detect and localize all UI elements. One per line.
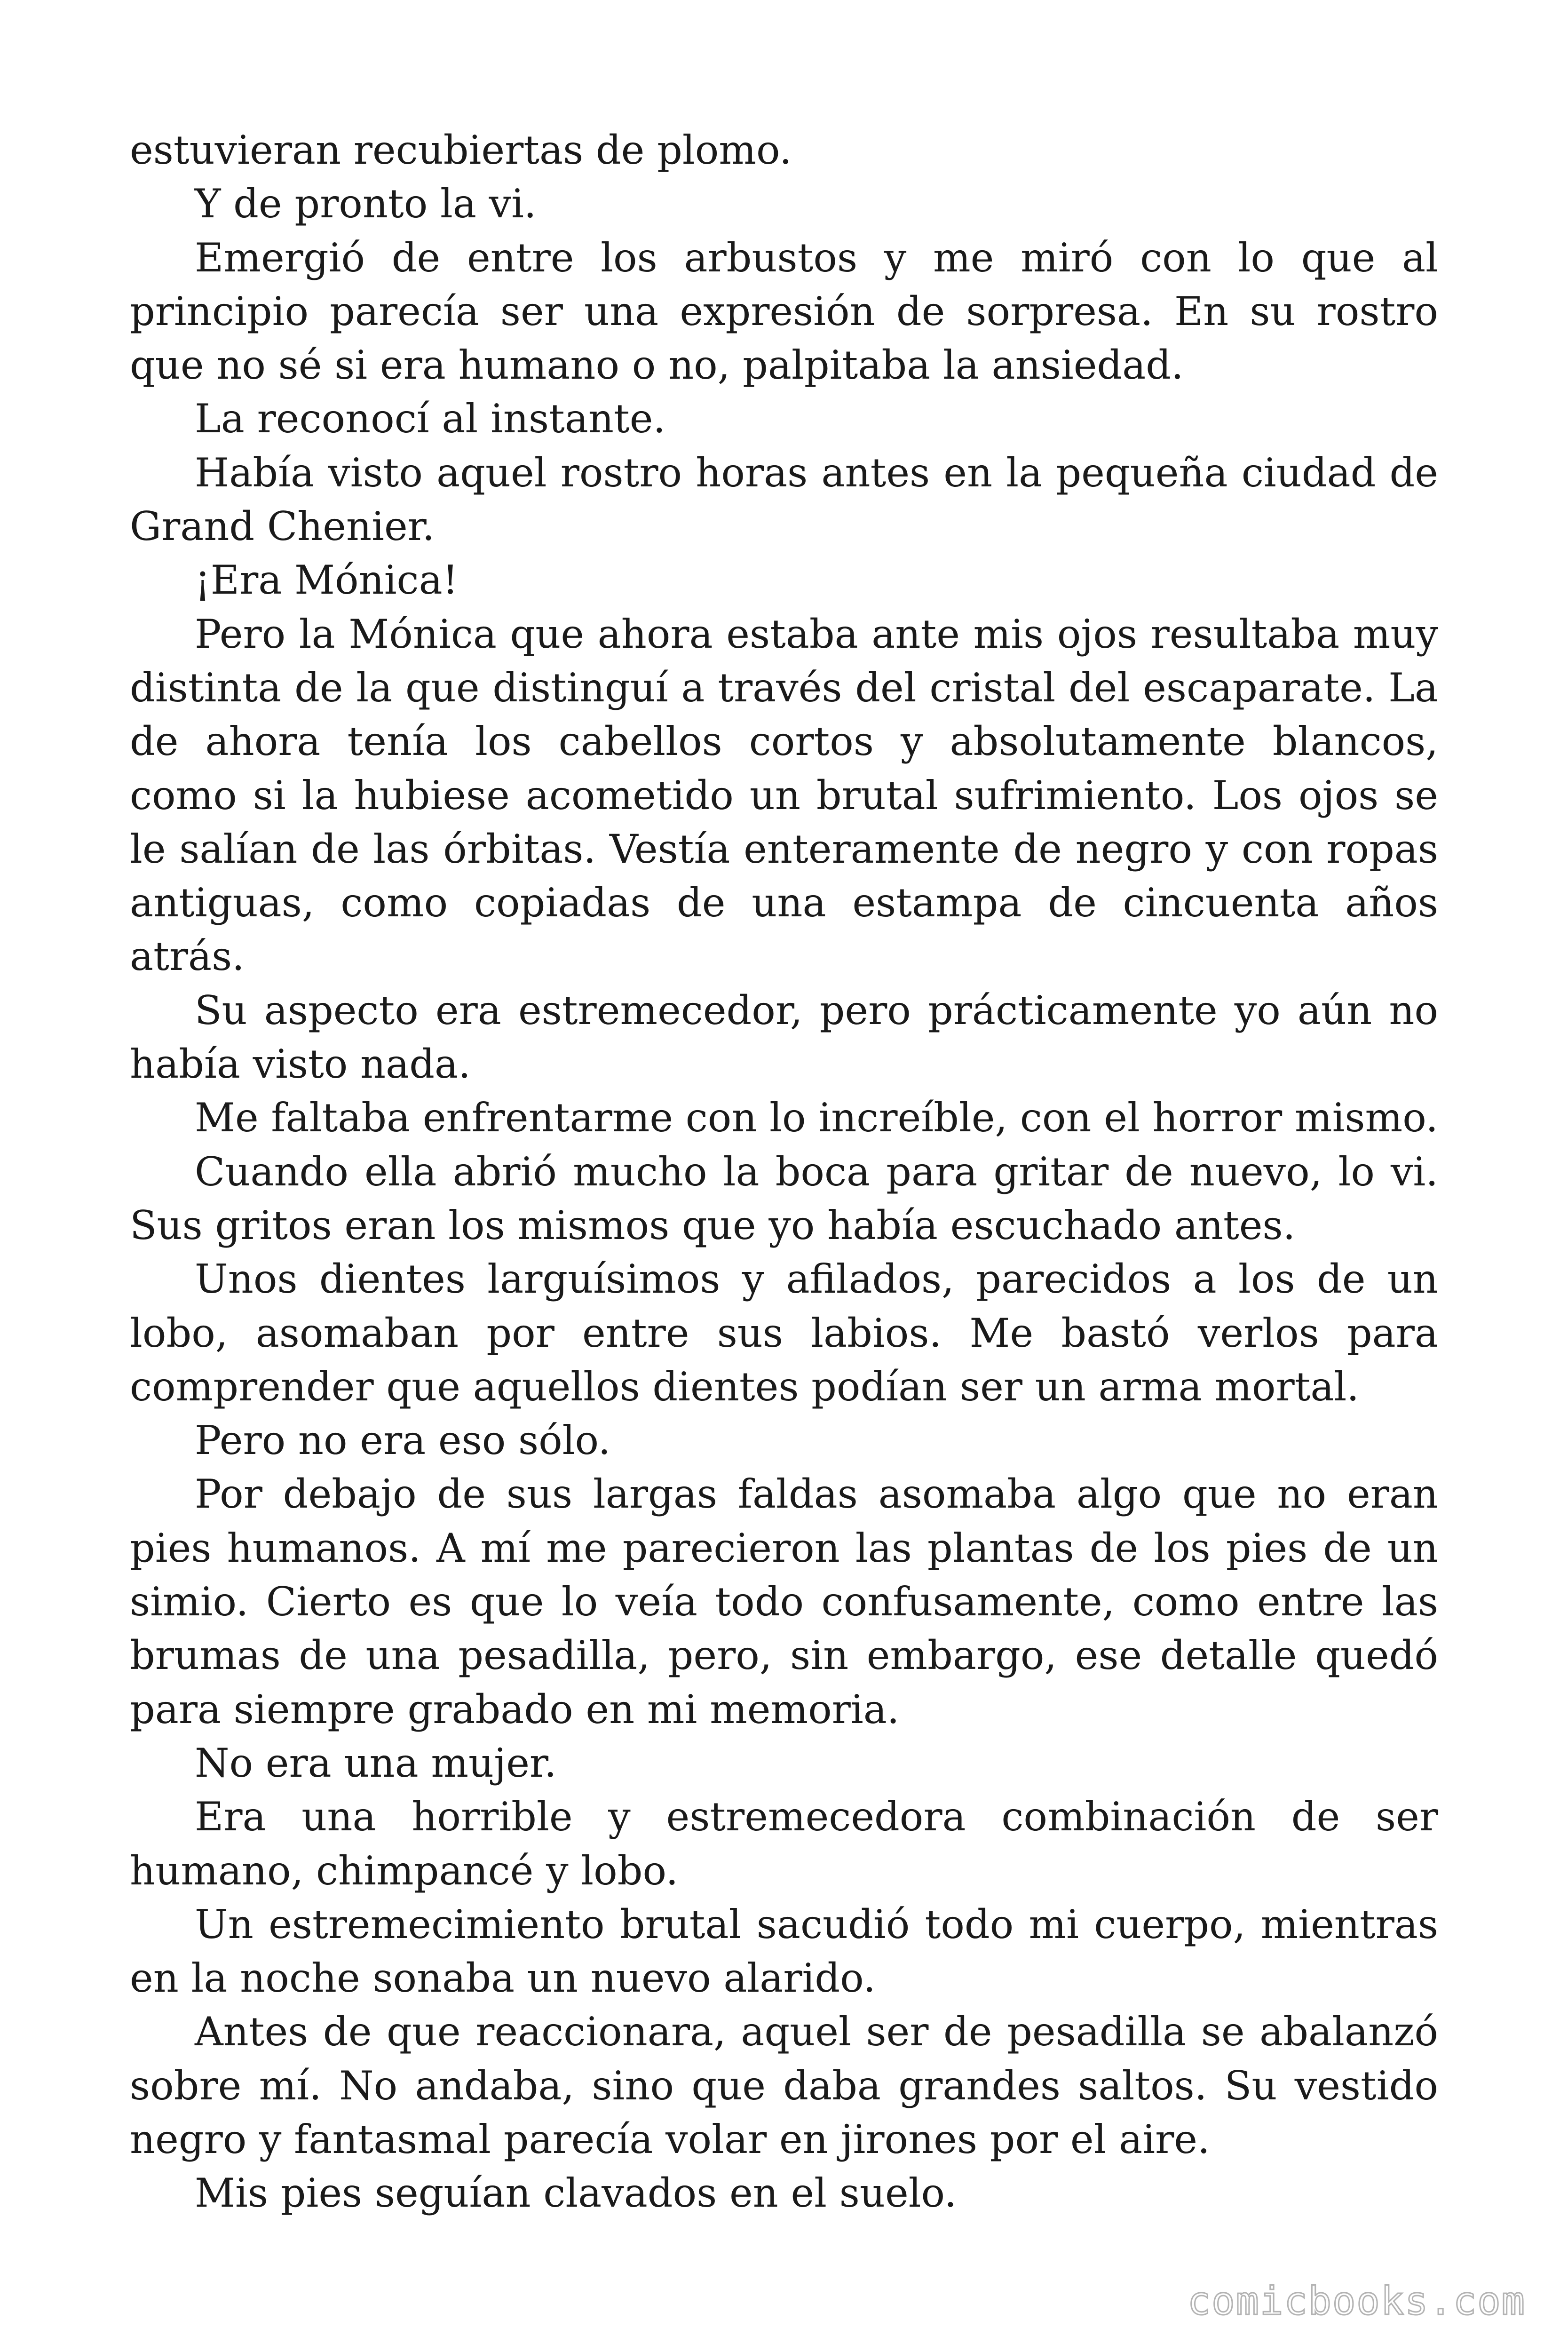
paragraph-10: Cuando ella abrió mucho la boca para gritar de nuevo, lo vi. Sus gritos eran los mismos que yo había escuchado antes. [130, 1148, 1438, 1248]
paragraph-14: No era una mujer. [195, 1740, 557, 1786]
paragraph-1: estuvieran recubiertas de plomo. [130, 127, 792, 173]
watermark: comicbooks.com [1187, 2279, 1526, 2324]
paragraph-8: Su aspecto era estremecedor, pero prácticamente yo aún no había visto nada. [130, 987, 1438, 1088]
paragraph-5: Había visto aquel rostro horas antes en la pequeña ciudad de Grand Chenier. [130, 449, 1438, 550]
paragraph-7: Pero la Mónica que ahora estaba ante mis ojos resultaba muy distinta de la que distinguí a través del cristal del escaparate. La de ahora tenía los cabellos cortos y absolutamente blancos, como si la hubiese acometido un brutal sufrimiento. Los ojos se le salían de las órbitas. Vestía enteramente de negro y con ropas antiguas, como copiadas de una estampa de cincuenta años atrás. [130, 611, 1438, 980]
body-text [130, 123, 1438, 2220]
paragraph-9: Me faltaba enfrentarme con lo increíble, con el horror mismo. [195, 1095, 1438, 1141]
paragraph-2: Y de pronto la vi. [195, 181, 537, 227]
paragraph-13: Por debajo de sus largas faldas asomaba algo que no eran pies humanos. A mí me parecieron las plantas de los pies de un simio. Cierto es que lo veía todo confusamente, como entre las brumas de una pesadilla, pero, sin embargo, ese detalle quedó para siempre grabado en mi memoria. [130, 1471, 1438, 1732]
paragraph-3: Emergió de entre los arbustos y me miró con lo que al principio parecía ser una expresión de sorpresa. En su rostro que no sé si era humano o no, palpitaba la ansiedad. [130, 234, 1438, 389]
paragraph-4: La reconocí al instante. [195, 396, 666, 442]
paragraph-18: Mis pies seguían clavados en el suelo. [195, 2170, 957, 2217]
paragraph-11: Unos dientes larguísimos y afilados, parecidos a los de un lobo, asomaban por entre sus labios. Me bastó verlos para comprender que aquellos dientes podían ser un arma mortal. [130, 1256, 1438, 1410]
paragraph-12: Pero no era eso sólo. [195, 1417, 611, 1464]
paragraph-6: ¡Era Mónica! [195, 557, 459, 604]
paragraph-15: Era una horrible y estremecedora combinación de ser humano, chimpancé y lobo. [130, 1794, 1438, 1894]
paragraph-16: Un estremecimiento brutal sacudió todo mi cuerpo, mientras en la noche sonaba un nuevo alarido. [130, 1901, 1438, 2002]
paragraph-17: Antes de que reaccionara, aquel ser de pesadilla se abalanzó sobre mí. No andaba, sino que daba grandes saltos. Su vestido negro y fantasmal parecía volar en jirones por el aire. [130, 2009, 1438, 2162]
